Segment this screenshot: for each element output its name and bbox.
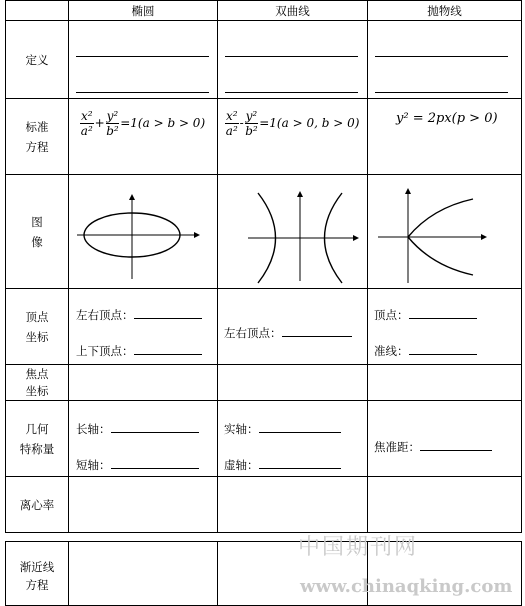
- parabola-vertex-cell: [368, 289, 522, 365]
- parabola-eccentricity-cell[interactable]: [368, 477, 522, 533]
- label-definition: 定义: [6, 21, 69, 99]
- ellipse-ud-vertex-blank[interactable]: [134, 354, 202, 355]
- row-vertex: [6, 289, 522, 365]
- hyperbola-definition-cell[interactable]: [218, 21, 368, 99]
- hyperbola-graph-cell: [218, 175, 368, 289]
- header-ellipse: 椭圆: [69, 1, 218, 21]
- hyperbola-eccentricity-cell[interactable]: [218, 477, 368, 533]
- row-focus: [6, 365, 522, 401]
- parabola-graph-cell: [368, 175, 522, 289]
- ellipse-minor-blank[interactable]: [111, 468, 199, 469]
- header-parabola: 抛物线: [368, 1, 522, 21]
- hyperbola-imag-label: 虚轴：: [224, 458, 259, 472]
- row-equation: [6, 99, 522, 175]
- ellipse-major-label: 长轴：: [76, 422, 111, 436]
- hyperbola-focus-cell[interactable]: [218, 365, 368, 401]
- ellipse-x-denominator: a²: [80, 124, 93, 138]
- parabola-geometry-cell: [368, 401, 522, 477]
- parabola-focal-blank[interactable]: [420, 450, 492, 451]
- hyperbola-y-denominator: b²: [245, 124, 258, 138]
- hyperbola-definition-line-2[interactable]: [225, 92, 358, 93]
- parabola-definition-line-2[interactable]: [375, 92, 508, 93]
- parabola-equation: y² = 2px(p > 0): [396, 111, 498, 126]
- parabola-equation-cell: [368, 99, 522, 175]
- ellipse-minor-label: 短轴：: [76, 458, 111, 472]
- ellipse-definition-line-1[interactable]: [76, 56, 209, 57]
- hyperbola-equation: [224, 109, 359, 138]
- ellipse-y-denominator: b²: [106, 124, 119, 138]
- header-hyperbola: 双曲线: [218, 1, 368, 21]
- header-row: [6, 1, 522, 21]
- parabola-focal-label: 焦准距：: [374, 440, 420, 454]
- ellipse-equation: [79, 109, 205, 138]
- hyperbola-real-blank[interactable]: [259, 432, 341, 433]
- ellipse-ud-vertex-label: 上下顶点：: [76, 344, 134, 358]
- label-graph-line-1: 图: [31, 214, 43, 229]
- label-geometry-line-2: 特称量: [19, 441, 55, 456]
- ellipse-equation-rhs: =1(a > b > 0): [120, 116, 206, 130]
- label-vertex: [6, 289, 69, 365]
- hyperbola-definition-line-1[interactable]: [225, 56, 358, 57]
- label-focus-line-2: 坐标: [25, 383, 49, 398]
- hyperbola-x-fraction: [225, 109, 239, 138]
- ellipse-x-numerator: x²: [81, 109, 93, 123]
- watermark-cn: 中国期刊网: [298, 535, 419, 560]
- ellipse-vertex-cell: [69, 289, 218, 365]
- ellipse-focus-cell[interactable]: [69, 365, 218, 401]
- hyperbola-equation-rhs: =1(a > 0, b > 0): [259, 116, 360, 130]
- hyperbola-y-fraction: [245, 109, 259, 138]
- parabola-graph: [368, 175, 522, 289]
- hyperbola-imag-blank[interactable]: [259, 468, 341, 469]
- asymptote-table: [5, 541, 522, 606]
- conic-sections-table: [5, 0, 522, 533]
- hyperbola-real-label: 实轴：: [224, 422, 259, 436]
- label-geometry: [6, 401, 69, 477]
- parabola-directrix-blank[interactable]: [409, 354, 477, 355]
- hyperbola-y-numerator: y²: [245, 109, 258, 123]
- label-equation: [6, 99, 69, 175]
- ellipse-definition-cell[interactable]: [69, 21, 218, 99]
- row-definition: [6, 21, 522, 99]
- header-corner: [6, 1, 69, 21]
- label-vertex-line-1: 顶点: [25, 309, 49, 324]
- label-focus: [6, 365, 69, 401]
- hyperbola-lr-vertex-blank[interactable]: [282, 336, 352, 337]
- hyperbola-lr-vertex-label: 左右顶点：: [224, 326, 282, 340]
- ellipse-geometry-cell: [69, 401, 218, 477]
- hyperbola-x-numerator: x²: [226, 109, 238, 123]
- label-geometry-line-1: 几何: [25, 421, 49, 436]
- label-asymptote: [6, 542, 69, 606]
- ellipse-operator: +: [94, 116, 105, 130]
- hyperbola-x-denominator: a²: [225, 124, 238, 138]
- row-asymptote: [6, 542, 522, 606]
- label-graph: [6, 175, 69, 289]
- label-equation-line-2: 方程: [25, 139, 49, 154]
- ellipse-y-numerator: y²: [106, 109, 119, 123]
- row-eccentricity: [6, 477, 522, 533]
- hyperbola-operator: -: [239, 116, 244, 130]
- label-asymptote-line-2: 方程: [25, 578, 49, 592]
- label-graph-line-2: 像: [31, 234, 43, 249]
- hyperbola-equation-cell: [218, 99, 368, 175]
- ellipse-eccentricity-cell[interactable]: [69, 477, 218, 533]
- watermark-url: www.chinaqking.com: [300, 576, 513, 597]
- parabola-vertex-blank[interactable]: [409, 318, 477, 319]
- hyperbola-geometry-cell: [218, 401, 368, 477]
- label-eccentricity: 离心率: [6, 477, 69, 533]
- parabola-definition-cell[interactable]: [368, 21, 522, 99]
- ellipse-graph-cell: [69, 175, 218, 289]
- ellipse-equation-cell: [69, 99, 218, 175]
- ellipse-major-blank[interactable]: [111, 432, 199, 433]
- hyperbola-graph: [218, 175, 368, 289]
- label-focus-line-1: 焦点: [25, 366, 49, 381]
- row-geometry: [6, 401, 522, 477]
- parabola-asymptote-cell[interactable]: [368, 542, 522, 606]
- ellipse-definition-line-2[interactable]: [76, 92, 209, 93]
- hyperbola-asymptote-cell[interactable]: [218, 542, 368, 606]
- ellipse-y-fraction: [106, 109, 120, 138]
- ellipse-lr-vertex-blank[interactable]: [134, 318, 202, 319]
- ellipse-x-fraction: [80, 109, 94, 138]
- parabola-directrix-label: 准线：: [374, 344, 409, 358]
- parabola-definition-line-1[interactable]: [375, 56, 508, 57]
- label-asymptote-line-1: 渐近线: [19, 560, 55, 574]
- hyperbola-vertex-cell: [218, 289, 368, 365]
- ellipse-asymptote-cell[interactable]: [69, 542, 218, 606]
- label-vertex-line-2: 坐标: [25, 329, 49, 344]
- label-equation-line-1: 标准: [25, 119, 49, 134]
- parabola-focus-cell[interactable]: [368, 365, 522, 401]
- ellipse-graph: [69, 175, 218, 289]
- ellipse-lr-vertex-label: 左右顶点：: [76, 308, 134, 322]
- parabola-vertex-label: 顶点：: [374, 308, 409, 322]
- row-graph: [6, 175, 522, 289]
